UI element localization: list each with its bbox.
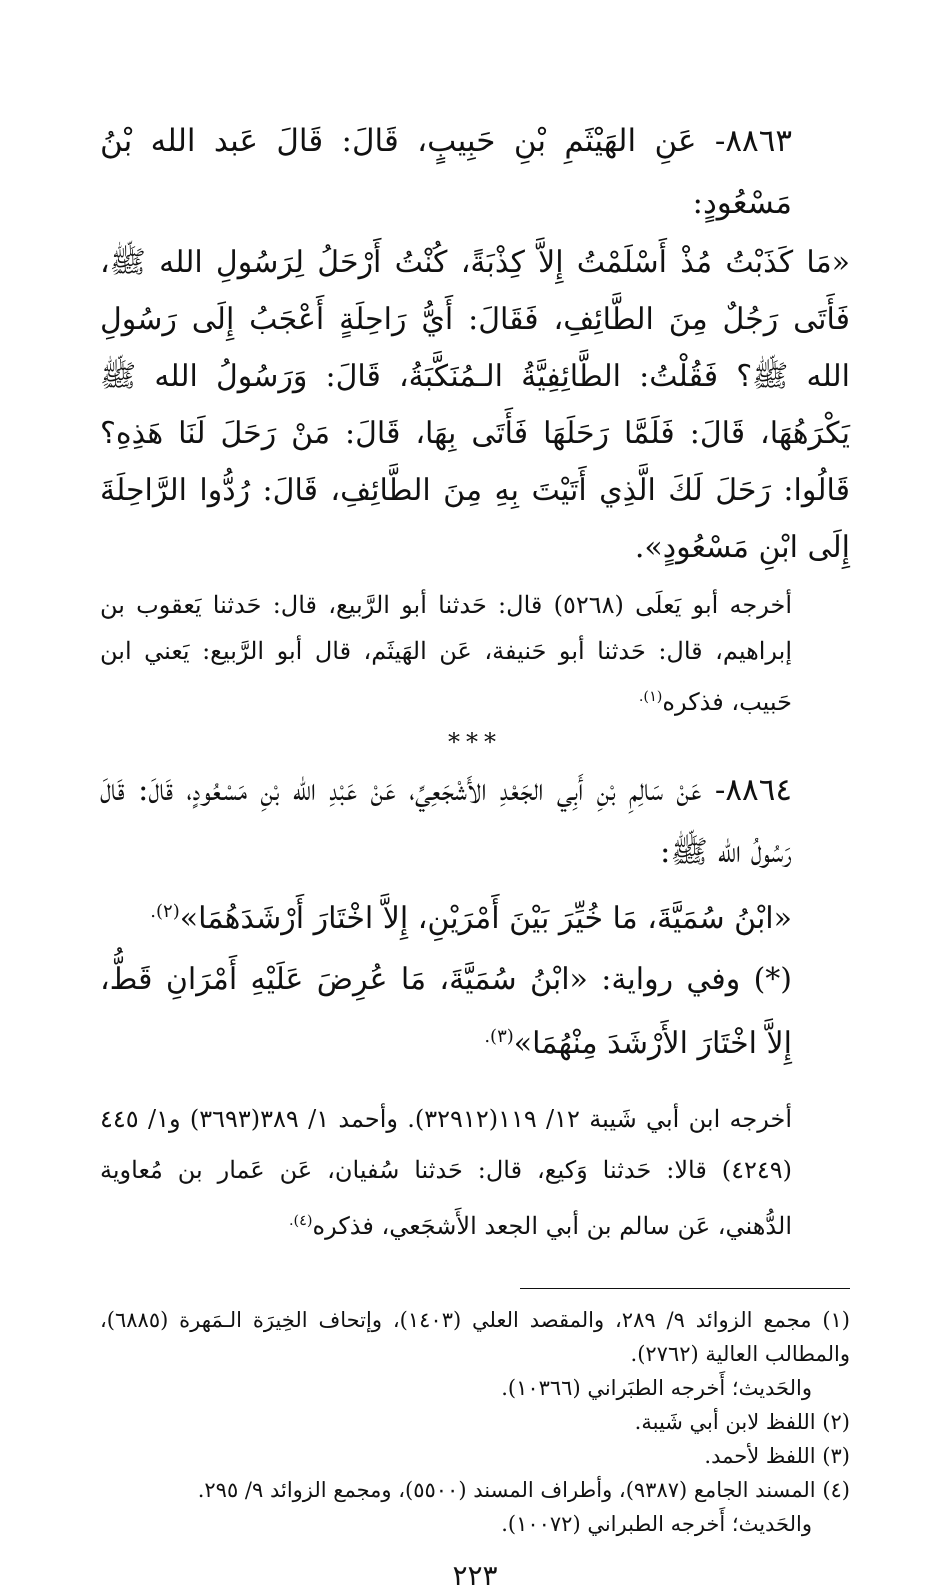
hadith-8864-text (100, 883, 850, 947)
footnote-1: (١) مجمع الزوائد ٩/ ٢٨٩، والمقصد العلي (١٤٠٣)، وإتحاف الخِيرَة الـمَهرة (٦٨٨٥)، والمطالب العالية (٢٧٦٢). (100, 1308, 850, 1366)
hadith-8864 (100, 759, 850, 1252)
hadith-8864-variant (100, 951, 850, 1072)
hadith-text-body: «ابْنُ سُمَيَّةَ، مَا خُيِّرَ بَيْنَ أَمْرَيْنِ، إِلاَّ اخْتَارَ أَرْشَدَهُمَا» (179, 901, 792, 936)
hadith-8864-takhrij (100, 1094, 850, 1252)
takhrij-text: أخرجه ابن أبي شَيبة ١٢/ ١١٩(٣٢٩١٢). وأحمد ١/ ٣٨٩(٣٦٩٣) و١/ ٤٤٥ (٤٢٤٩) قالا: حَدثنا وَكيع، قال: حَدثنا سُفيان، عَن عَمار بن مُعاوية الدُّهني، عَن سالم بن أبي الجعد الأَشجَعي، فذكره (100, 1105, 792, 1240)
footnote-4: (٤) المسند الجامع (٩٣٨٧)، وأطراف المسند (٥٥٠٠)، ومجمع الزوائد ٩/ ٢٩٥. (197, 1478, 850, 1502)
footnote-ref-3[interactable]: (٣). (484, 1026, 514, 1047)
footnote-3: (٣) اللفظ لأحمد. (704, 1444, 850, 1468)
footnotes (100, 1303, 850, 1541)
footnote-1-continuation: والحَديث؛ أَخرجه الطبَراني (١٠٣٦٦). (501, 1376, 812, 1400)
hadith-8863 (100, 110, 850, 725)
takhrij-text: أخرجه أبو يَعلَى (٥٢٦٨) قال: حَدثنا أبو الرَّبيع، قال: حَدثنا يَعقوب بن إبراهيم، قال: حَدثنا أبو حَنيفة، عَن الهَيثَم، قال أبو الرَّبيع: يَعني ابن حَبيب، فذكره (100, 591, 792, 716)
footnote-ref-4[interactable]: (٤). (288, 1213, 313, 1229)
page-number: ٢٢٣ (452, 1559, 498, 1592)
hadith-8864-heading: ٨٨٦٤- عَنْ سَالِمِ بْنِ أَبِي الجَعْدِ الأَشْجَعِيِّ، عَنْ عَبْدِ الله بْنِ مَسْعُودٍ، قَالَ: قَالَ رَسُولُ الله ﷺ: (100, 772, 792, 870)
footnote-divider (520, 1288, 850, 1289)
footnote-2: (٢) اللفظ لابن أبي شَيبة. (634, 1410, 850, 1434)
variant-text: (*) وفي رواية: «ابْنُ سُمَيَّةَ، مَا عُرِضَ عَلَيْهِ أَمْرَانِ قَطُّ، إِلاَّ اخْتَارَ الأَرْشَدَ مِنْهُمَا» (100, 962, 792, 1061)
section-separator: *** (448, 728, 502, 756)
hadith-8863-heading: ٨٨٦٣- عَنِ الهَيْثَمِ بْنِ حَبِيبٍ، قَالَ: قَالَ عَبد الله بْنُ مَسْعُودٍ: (100, 123, 792, 221)
footnote-4-continuation: والحَديث؛ أَخرجه الطبراني (١٠٠٧٢). (501, 1512, 812, 1536)
hadith-8863-text: «مَا كَذَبْتُ مُذْ أَسْلَمْتُ إِلاَّ كِذْبَةً، كُنْتُ أَرْحَلُ لِرَسُولِ الله ﷺ، فَأَتَى رَجُلٌ مِنَ الطَّائِفِ، فَقَالَ: أَيُّ رَاحِلَةٍ أَعْجَبُ إِلَى رَسُولِ الله ﷺ؟ فَقُلْتُ: الطَّائِفِيَّةُ الـمُنَكَّبَةُ، قَالَ: وَرَسُولُ الله ﷺ يَكْرَهُهَا، قَالَ: فَلَمَّا رَحَلَهَا فَأَتَى بِهَا، قَالَ: مَنْ رَحَلَ لَنَا هَذِهِ؟ قَالُوا: رَحَلَ لَكَ الَّذِي أَتَيْتَ بِهِ مِنَ الطَّائِفِ، قَالَ: رُدُّوا الرَّاحِلَةَ إِلَى ابْنِ مَسْعُودٍ». (100, 245, 850, 565)
hadith-8863-takhrij (100, 582, 850, 725)
footnote-ref-2[interactable]: (٢). (150, 901, 180, 922)
footnote-ref-1[interactable]: (١). (638, 689, 663, 705)
